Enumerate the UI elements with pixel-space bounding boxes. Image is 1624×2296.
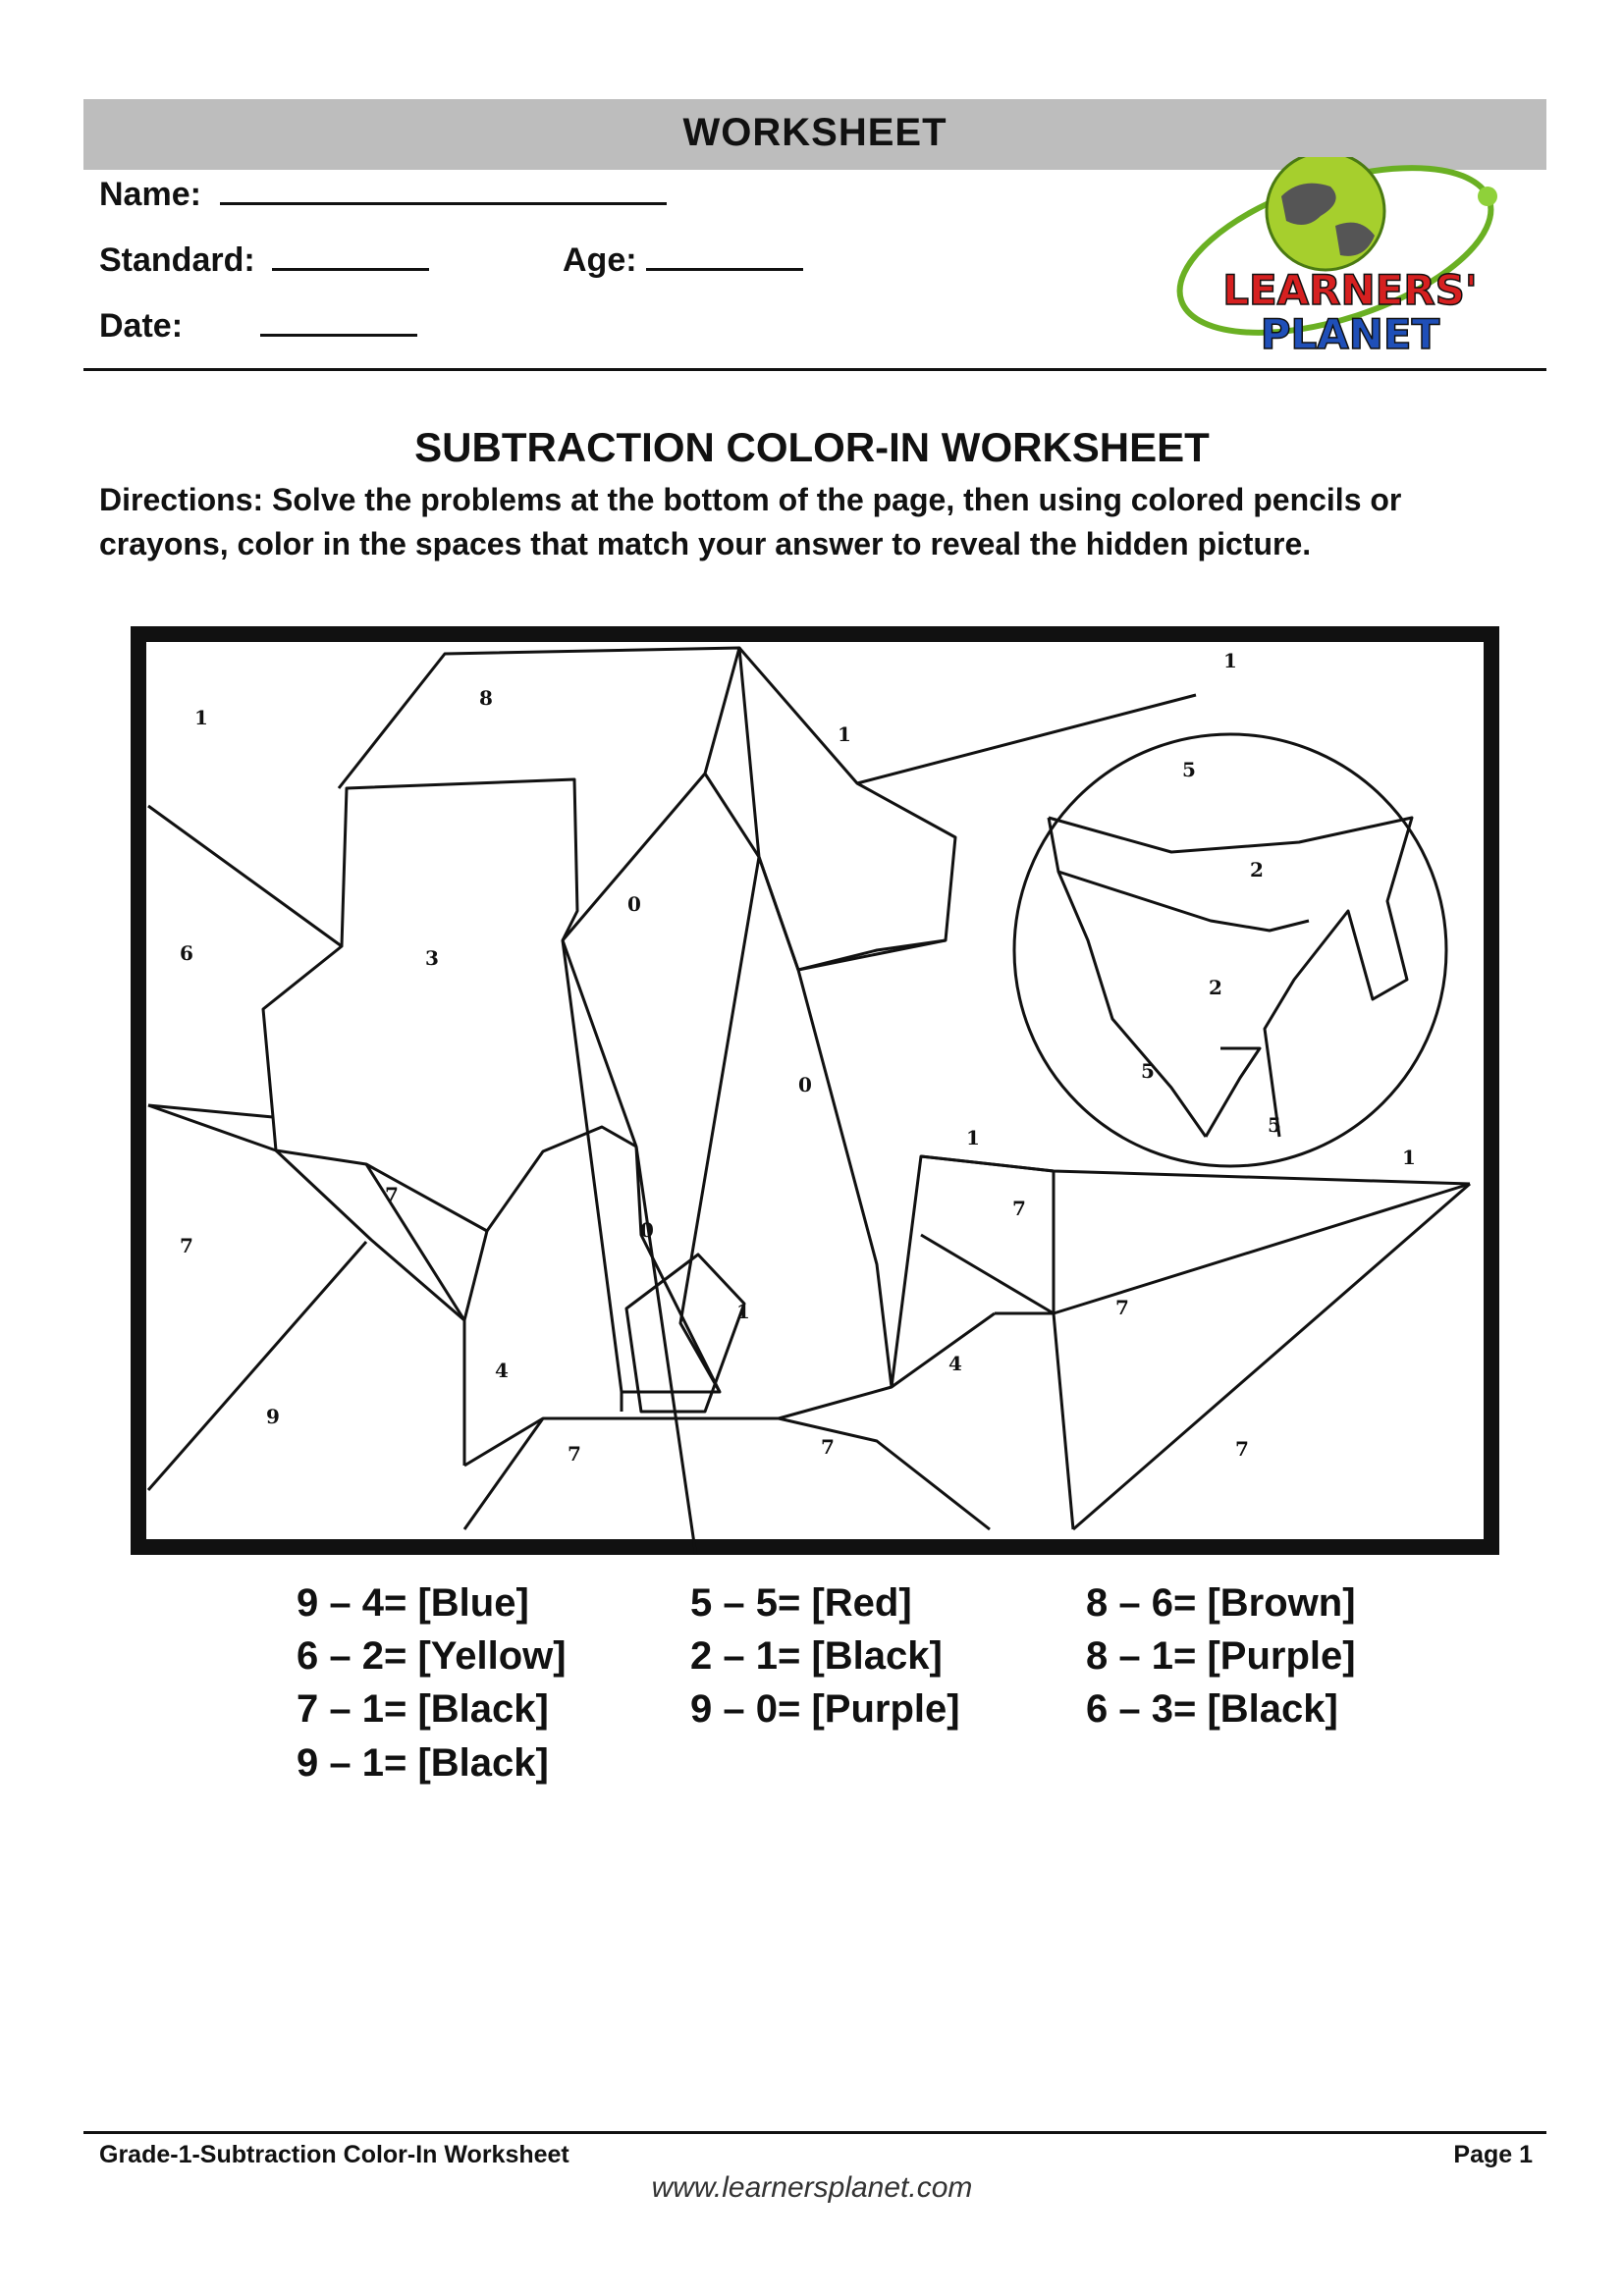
region-number: 6 xyxy=(180,941,193,965)
color-by-number-picture xyxy=(131,626,1499,1555)
date-label: Date: xyxy=(99,307,184,345)
name-field[interactable] xyxy=(99,175,667,214)
region-number: 0 xyxy=(640,1218,654,1242)
age-line xyxy=(646,240,803,271)
region-number: 5 xyxy=(1268,1113,1281,1137)
header-divider xyxy=(83,368,1546,371)
logo-line1: LEARNERS' xyxy=(1222,266,1478,314)
orbit-dot xyxy=(1478,187,1497,206)
region-number: 0 xyxy=(798,1073,812,1096)
name-label: Name: xyxy=(99,176,201,213)
region-number: 5 xyxy=(1182,758,1196,781)
region-number: 7 xyxy=(1235,1437,1249,1461)
age-label: Age: xyxy=(563,241,637,279)
name-line xyxy=(220,175,667,205)
equation-10: 6 – 3= [Black] xyxy=(1086,1687,1338,1731)
region-number: 0 xyxy=(627,892,641,916)
region-number: 1 xyxy=(966,1126,980,1149)
logo-line2: PLANET xyxy=(1260,310,1440,358)
standard-label: Standard: xyxy=(99,241,255,279)
region-number: 7 xyxy=(1012,1197,1026,1220)
learners-planet-logo xyxy=(1173,157,1527,368)
region-number: 9 xyxy=(266,1405,280,1428)
footer-url[interactable]: www.learnersplanet.com xyxy=(651,2171,973,2204)
footer-title: Grade-1-Subtraction Color-In Worksheet xyxy=(99,2141,569,2168)
region-number: 3 xyxy=(425,946,439,970)
equation-1: 9 – 4= [Blue] xyxy=(297,1581,529,1625)
equation-4: 9 – 1= [Black] xyxy=(297,1741,549,1785)
standard-line xyxy=(272,240,429,271)
equation-2: 6 – 2= [Yellow] xyxy=(297,1634,567,1678)
region-number: 8 xyxy=(479,686,493,710)
page-title: SUBTRACTION COLOR-IN WORKSHEET xyxy=(414,424,1210,470)
region-number: 7 xyxy=(180,1234,193,1257)
equation-8: 8 – 6= [Brown] xyxy=(1086,1581,1356,1625)
region-number: 1 xyxy=(838,722,851,746)
region-number: 1 xyxy=(736,1300,750,1323)
region-number: 7 xyxy=(385,1183,399,1206)
equation-6: 2 – 1= [Black] xyxy=(690,1634,943,1678)
region-number: 4 xyxy=(495,1359,509,1382)
region-number: 1 xyxy=(1402,1146,1416,1169)
region-number: 7 xyxy=(568,1442,581,1466)
region-number: 5 xyxy=(1141,1059,1155,1083)
page-number: Page 1 xyxy=(1453,2141,1533,2168)
equation-5: 5 – 5= [Red] xyxy=(690,1581,912,1625)
standard-field[interactable] xyxy=(99,240,429,280)
region-number: 2 xyxy=(1209,976,1222,999)
region-number: 1 xyxy=(194,706,208,729)
equation-7: 9 – 0= [Purple] xyxy=(690,1687,960,1731)
region-number: 1 xyxy=(1223,649,1237,672)
equation-3: 7 – 1= [Black] xyxy=(297,1687,549,1731)
region-number: 2 xyxy=(1250,858,1264,881)
globe-icon xyxy=(1267,157,1384,270)
region-number: 4 xyxy=(948,1352,962,1375)
date-field[interactable] xyxy=(99,306,417,346)
footer-divider xyxy=(83,2131,1546,2134)
region-number: 7 xyxy=(821,1435,835,1459)
region-number: 7 xyxy=(1115,1296,1129,1319)
header-title: WORKSHEET xyxy=(682,111,947,154)
equation-9: 8 – 1= [Purple] xyxy=(1086,1634,1356,1678)
age-field[interactable] xyxy=(563,240,803,280)
date-line xyxy=(260,306,417,337)
directions-text: Directions: Solve the problems at the bottom of the page, then using colored pencils or crayons, color in the spaces that match your answer to reveal the hidden picture. xyxy=(99,482,1402,561)
